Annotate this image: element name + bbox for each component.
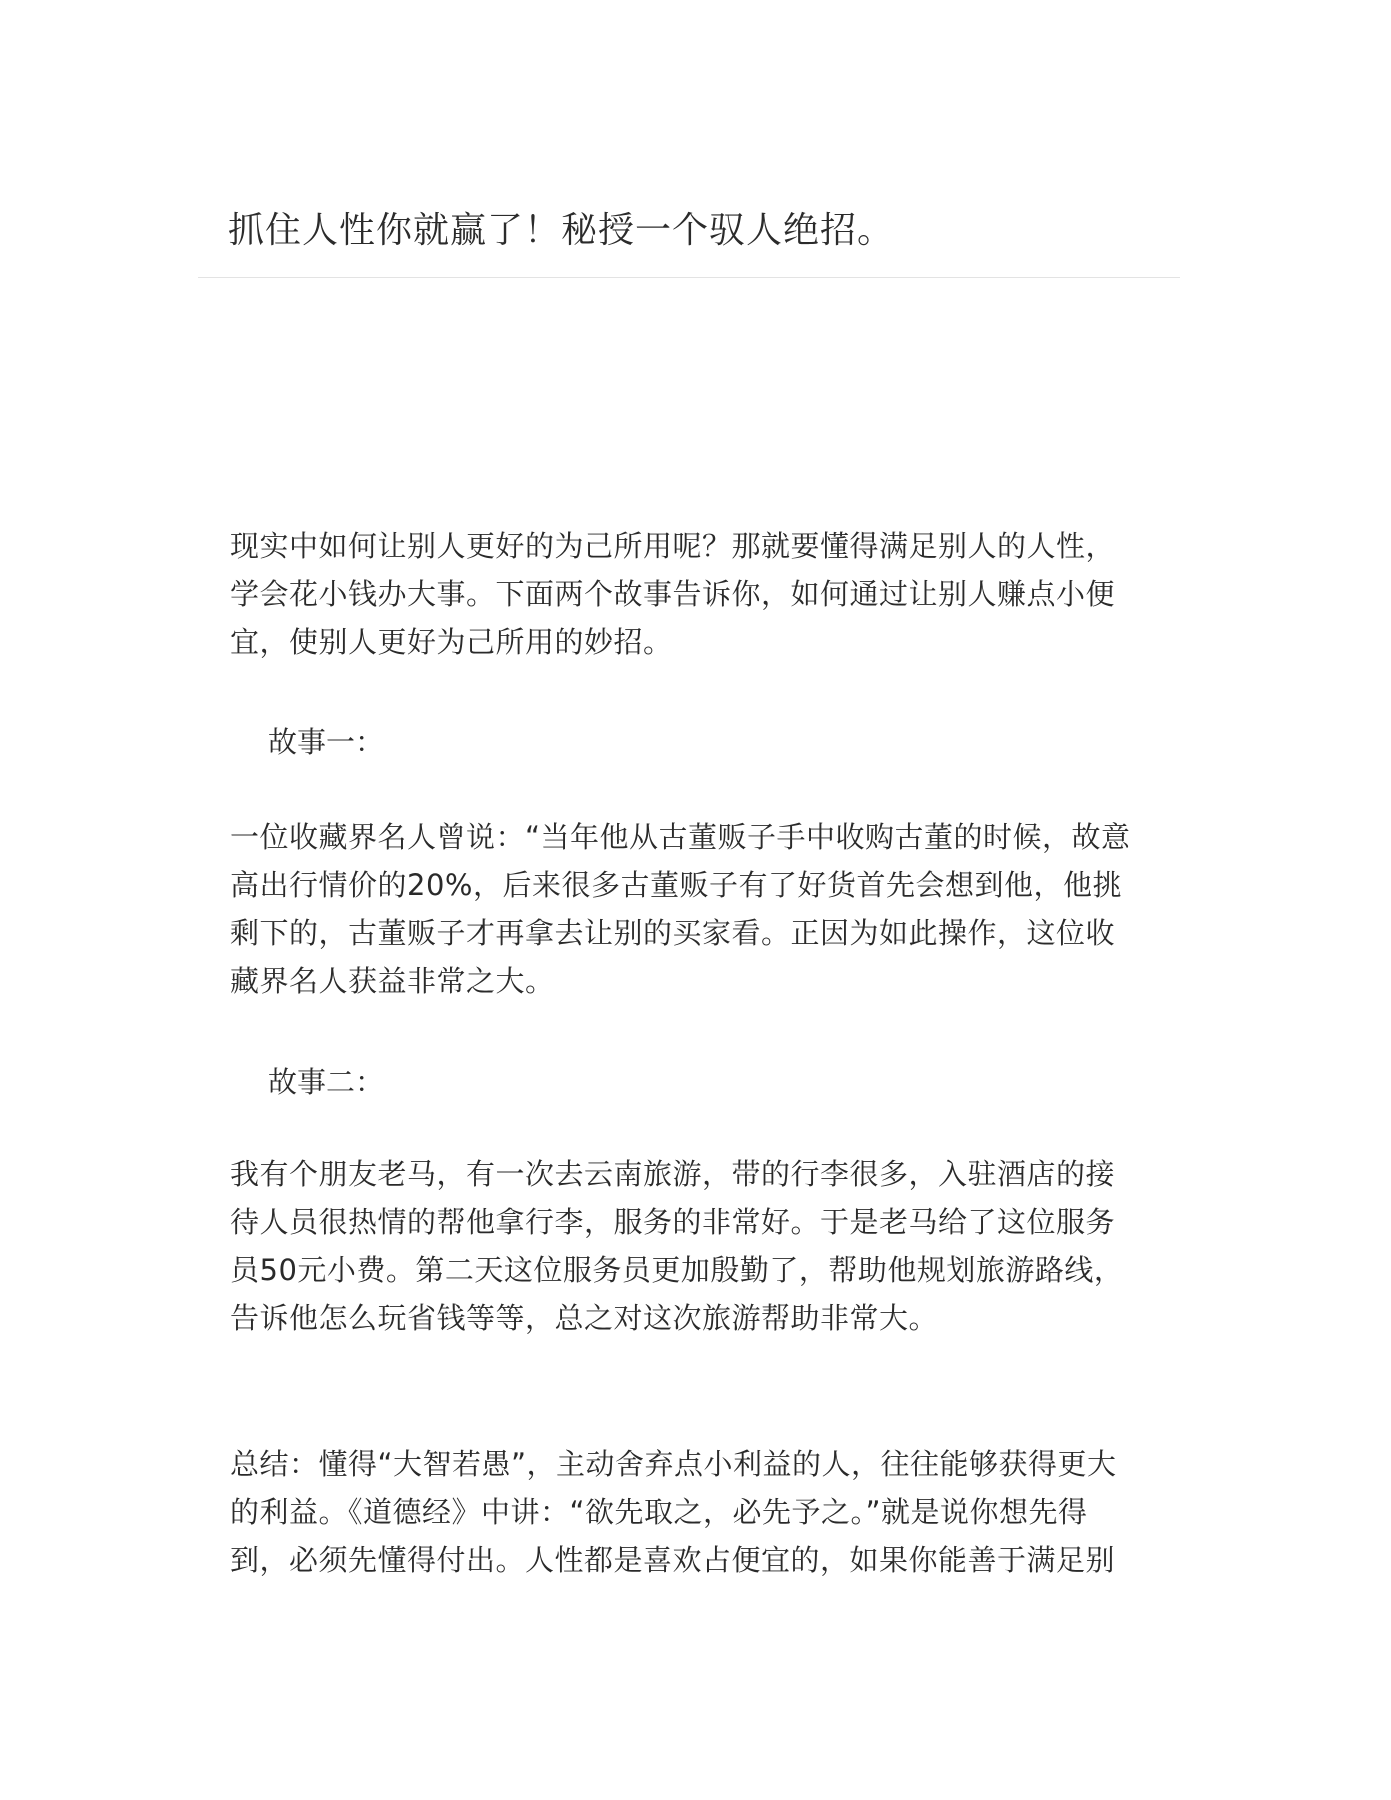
paragraph-line: 学会花小钱办大事。下面两个故事告诉你，如何通过让别人赚点小便: [230, 577, 1116, 611]
title-divider: [198, 277, 1180, 278]
paragraph-line: 员50元小费。第二天这位服务员更加殷勤了，帮助他规划旅游路线，: [230, 1253, 1124, 1287]
paragraph-line: 我有个朋友老马，有一次去云南旅游，带的行李很多，入驻酒店的接: [230, 1157, 1116, 1191]
paragraph-line: 藏界名人获益非常之大。: [230, 964, 555, 998]
paragraph-line: 一位收藏界名人曾说：“当年他从古董贩子手中收购古董的时候，故意: [230, 820, 1131, 854]
story-two-heading: 故事二：: [268, 1065, 385, 1099]
article-title: 抓住人性你就赢了！秘授一个驭人绝招。: [228, 210, 895, 251]
summary-paragraph: [230, 1440, 1160, 1584]
intro-paragraph: [230, 522, 1160, 666]
story-two-paragraph: [230, 1150, 1160, 1342]
paragraph-line: 的利益。《道德经》中讲：“欲先取之，必先予之。”就是说你想先得: [230, 1495, 1088, 1529]
paragraph-line: 告诉他怎么玩省钱等等，总之对这次旅游帮助非常大。: [230, 1301, 939, 1335]
paragraph-line: 高出行情价的20%，后来很多古董贩子有了好货首先会想到他，他挑: [230, 868, 1122, 902]
paragraph-line: 待人员很热情的帮他拿行李，服务的非常好。于是老马给了这位服务: [230, 1205, 1116, 1239]
paragraph-line: 剩下的，古董贩子才再拿去让别的买家看。正因为如此操作，这位收: [230, 916, 1116, 950]
story-one-paragraph: [230, 813, 1160, 1005]
paragraph-line: 到，必须先懂得付出。人性都是喜欢占便宜的，如果你能善于满足别: [230, 1543, 1116, 1577]
story-one-heading: 故事一：: [268, 725, 385, 759]
paragraph-line: 现实中如何让别人更好的为己所用呢？那就要懂得满足别人的人性，: [230, 529, 1116, 563]
paragraph-line: 宜，使别人更好为己所用的妙招。: [230, 625, 673, 659]
paragraph-line: 总结：懂得“大智若愚”，主动舍弃点小利益的人，往往能够获得更大: [230, 1447, 1117, 1481]
